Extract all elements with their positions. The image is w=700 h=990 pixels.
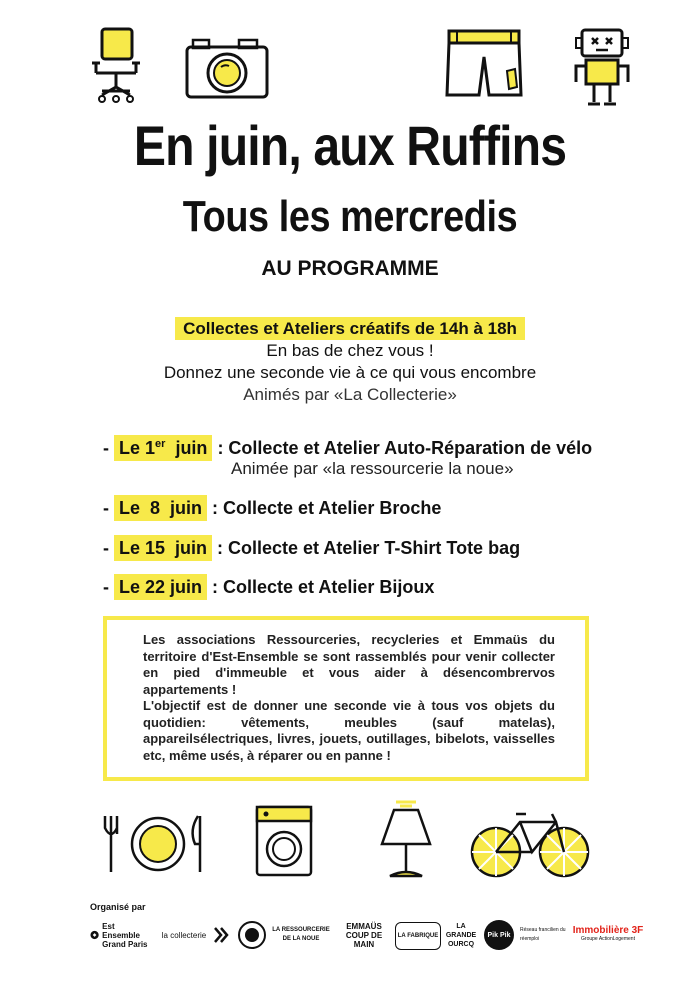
schedule-item: - Le 8 juin : Collecte et Atelier Broche <box>103 496 441 520</box>
shorts-icon <box>443 27 525 99</box>
schedule-text: : Collecte et Atelier T-Shirt Tote bag <box>212 538 521 558</box>
intro-line: Animés par «La Collecterie» <box>243 385 457 404</box>
washing-machine-icon <box>254 804 314 879</box>
programme-heading: AU PROGRAMME <box>261 257 439 280</box>
logo-est-ensemble: Est Ensemble Grand Paris <box>90 918 148 952</box>
logo-ressourcerie-noue: LA RESSOURCERIE DE LA NOUE <box>272 927 330 942</box>
logo-la-fabrique: LA FABRIQUE <box>395 922 441 950</box>
logo-round-badge <box>236 918 268 952</box>
page-subtitle: Tous les mercredis <box>182 192 518 241</box>
schedule-item: - Le 1er juin : Collecte et Atelier Auto-Réparation de vélo <box>103 432 592 460</box>
arrows-icon <box>213 926 229 944</box>
intro-line: En bas de chez vous ! <box>266 341 434 360</box>
logo-la-grande-ourcq: LA GRANDE OURCQ <box>445 922 477 948</box>
est-ensemble-logo-icon <box>90 925 99 945</box>
badge-icon <box>237 920 267 950</box>
robot-icon <box>572 24 632 110</box>
intro-block <box>0 318 700 406</box>
logo-la-collecterie: la collecterie <box>161 930 207 940</box>
schedule-subtext: Animée par «la ressourcerie la noue» <box>231 459 514 478</box>
schedule-date: Le 15 juin <box>114 535 212 561</box>
schedule-date: Le 22 juin <box>114 574 207 600</box>
schedule-item: - Le 22 juin : Collecte et Atelier Bijoux <box>103 575 434 599</box>
page-title: En juin, aux Ruffins <box>133 114 567 177</box>
logo-pik-pik: Pik Pik <box>484 920 514 950</box>
organizers-label: Organisé par <box>90 902 146 912</box>
schedule-text: : Collecte et Atelier Bijoux <box>207 577 435 597</box>
intro-line: Donnez une seconde vie à ce qui vous encombre <box>163 363 537 382</box>
logo-reseau-reemploi: Réseau francilien du réemploi <box>520 927 566 942</box>
intro-headline: Collectes et Ateliers créatifs de 14h à 18h <box>175 317 525 340</box>
bicycle-icon <box>470 808 590 880</box>
schedule-text: : Collecte et Atelier Auto-Réparation de vélo <box>212 438 593 458</box>
info-paragraph: Les associations Ressourceries, recycleries et Emmaüs du territoire d'Est-Ensemble se sont rassemblés pour venir collecter en pied d'immeuble et vous aider à désencombrervos appartements ! <box>143 632 555 697</box>
schedule-date: Le 8 juin <box>114 495 207 521</box>
schedule-date: Le 1er juin <box>114 435 212 461</box>
info-paragraph: L'objectif est de donner une seconde vie à tous vos objets du quotidien: vêtements, meubles (sauf matelas), appareilsélectriques, livres, jouets, outillages, bibelots, vaisselles etc, même usés, à réparer ou en panne ! <box>143 698 555 763</box>
schedule-text: : Collecte et Atelier Broche <box>207 498 442 518</box>
office-chair-icon <box>86 25 146 105</box>
camera-icon <box>183 35 271 100</box>
schedule-item: - Le 15 juin : Collecte et Atelier T-Shirt Tote bag <box>103 536 520 560</box>
logo-coup-de-main: EMMAÜS COUP DE MAIN <box>345 921 383 949</box>
lamp-icon <box>376 800 436 880</box>
logo-ressourcerie <box>212 918 230 952</box>
plate-cutlery-icon <box>103 812 213 877</box>
logo-immobiliere-3f: Immobilière 3F Groupe ActionLogement <box>572 925 644 942</box>
info-box <box>103 616 589 781</box>
